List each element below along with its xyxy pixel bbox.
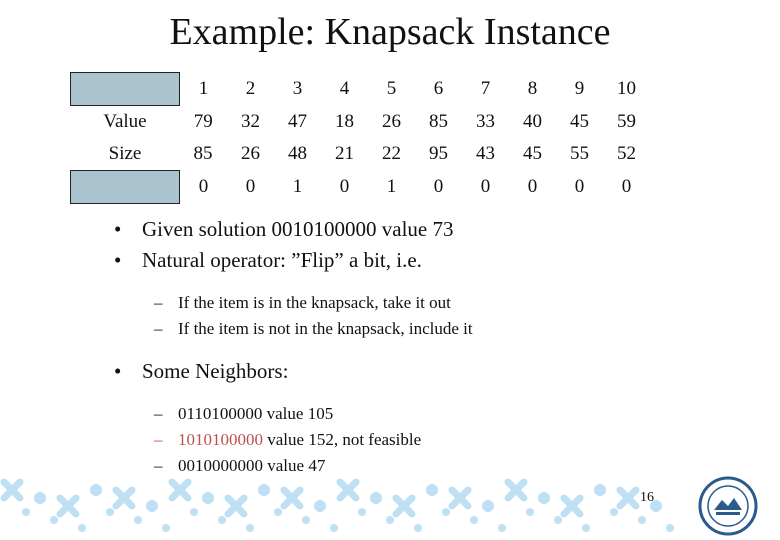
sub-bullet-text: [178, 401, 333, 427]
sub-bullet-item: [154, 401, 754, 427]
bullet-item: [114, 356, 754, 387]
sub-bullet-text: If the item is not in the knapsack, include it: [178, 319, 473, 338]
table-cell: 85: [429, 110, 448, 132]
bullet-text: Some Neighbors:: [142, 359, 289, 383]
neighbor-value: value 152, not feasible: [263, 430, 422, 449]
table-cell: 79: [193, 110, 213, 132]
bullet-text: Natural operator: ”Flip” a bit, i.e.: [142, 248, 422, 272]
table-cell: 85: [193, 143, 213, 165]
table-cell: 0: [433, 176, 444, 197]
dash-icon: –: [154, 456, 163, 475]
bullet-list: [114, 214, 754, 493]
table-cell: 32: [241, 110, 260, 132]
table-row-value: [71, 106, 651, 139]
table-row-solution: [71, 171, 651, 204]
table-cell: 0: [198, 176, 209, 197]
page-number: 16: [640, 490, 654, 505]
sub-bullet-item: [154, 290, 754, 316]
header-cell: 6: [433, 78, 444, 99]
sub-bullet-list: [154, 290, 754, 342]
university-seal-icon: [696, 476, 760, 536]
bullet-dot-icon: •: [114, 248, 122, 272]
header-cell: 10: [617, 78, 636, 99]
table-cell: 18: [335, 110, 354, 132]
bullet-text: Given solution 0010100000 value 73: [142, 217, 454, 241]
table-cell: 1: [292, 176, 303, 197]
table-cell: 0: [621, 176, 632, 197]
table-cell: 55: [570, 143, 589, 165]
header-cell: 5: [386, 78, 397, 99]
table-cell: 0: [527, 176, 538, 197]
bullet-item: [114, 245, 754, 276]
table-cell: 26: [241, 143, 260, 165]
sub-bullet-text: [178, 427, 421, 453]
header-cell: 7: [480, 78, 491, 99]
sub-bullet-list: [154, 401, 754, 479]
table-cell: 48: [288, 143, 307, 165]
dash-icon: –: [154, 319, 163, 338]
footer-pattern-icon: [0, 470, 690, 540]
table-cell: 0: [480, 176, 491, 197]
header-cell: 4: [339, 78, 350, 99]
table-cell: 1: [386, 176, 397, 197]
header-cell: 8: [527, 78, 538, 99]
dash-icon: –: [154, 293, 163, 312]
dash-icon: –: [154, 430, 163, 449]
neighbor-code: 0010000000: [178, 456, 263, 475]
dash-icon: –: [154, 404, 163, 423]
table-cell: 26: [382, 110, 401, 132]
slide-title: Example: Knapsack Instance: [169, 11, 611, 53]
table-cell: 0: [574, 176, 585, 197]
bullet-dot-icon: •: [114, 217, 122, 241]
table-cell: 95: [429, 143, 448, 165]
table-cell: 33: [476, 110, 495, 132]
neighbor-code-infeasible: 1010100000: [178, 430, 263, 449]
header-cell: 3: [292, 78, 303, 99]
neighbor-value: value 47: [263, 456, 326, 475]
table-cell: 47: [288, 110, 307, 132]
sub-bullet-item: [154, 427, 754, 453]
sub-bullet-item: [154, 316, 754, 342]
row-label: [71, 171, 180, 204]
neighbor-code: 0110100000: [178, 404, 263, 423]
table-cell: 45: [523, 143, 542, 165]
table-row-size: [71, 138, 651, 171]
table-header-row: [71, 73, 651, 106]
table-cell: 59: [617, 110, 636, 132]
table-cell: 43: [476, 143, 495, 165]
table-cell: 40: [523, 110, 542, 132]
table-cell: 52: [617, 143, 636, 165]
header-cell: 2: [245, 78, 256, 99]
row-label: Size: [108, 143, 142, 164]
table-cell: 0: [245, 176, 256, 197]
bullet-dot-icon: •: [114, 359, 122, 383]
bullet-item: [114, 214, 754, 245]
table-cell: 0: [339, 176, 350, 197]
sub-bullet-text: If the item is in the knapsack, take it out: [178, 293, 451, 312]
corner-cell: [71, 73, 180, 106]
table-cell: 21: [335, 143, 354, 165]
neighbor-value: value 105: [262, 404, 334, 423]
row-label: Value: [103, 111, 147, 132]
header-cell: 9: [574, 78, 585, 99]
table-cell: 22: [382, 143, 401, 165]
knapsack-table: [70, 72, 650, 204]
table-cell: 45: [570, 110, 589, 132]
header-cell: 1: [198, 78, 209, 99]
